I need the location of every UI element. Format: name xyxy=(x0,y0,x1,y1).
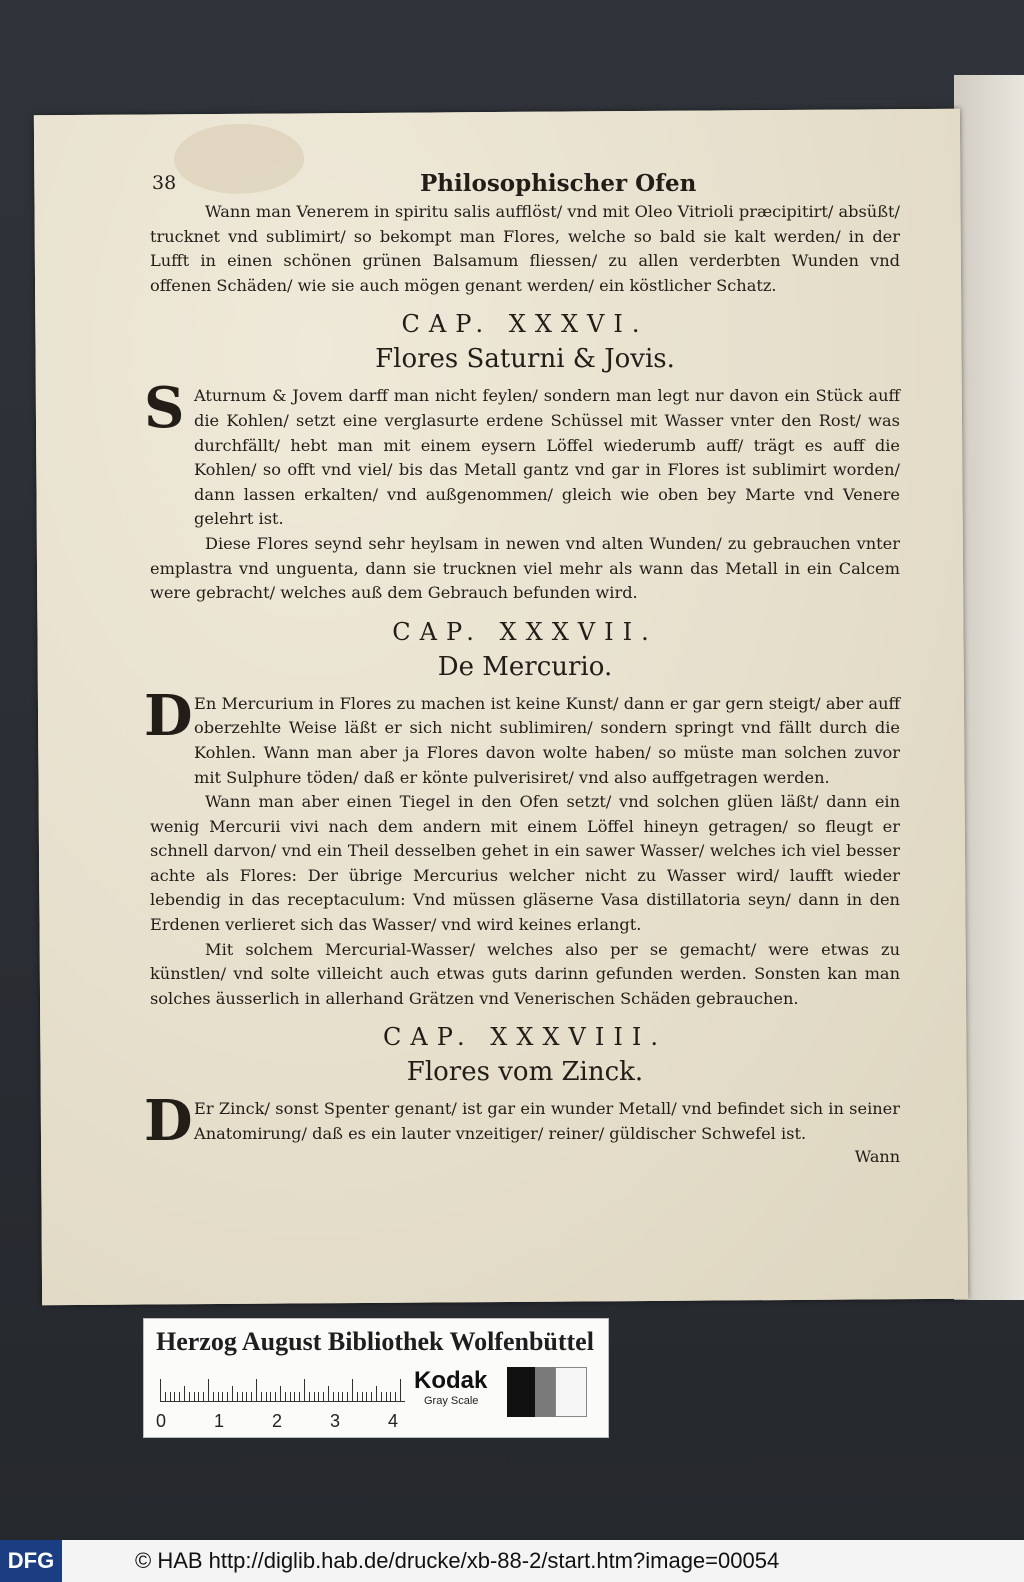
ruler-tick xyxy=(261,1392,262,1401)
chapter-title: Flores Saturni & Jovis. xyxy=(375,344,675,375)
ruler-number: 3 xyxy=(330,1411,341,1431)
ruler-tick xyxy=(232,1386,233,1401)
paragraph: Wann man aber einen Tiegel in den Ofen setzt/ vnd solchen glüen läßt/ dann ein wenig Mercurii vivi nach dem andern mit einem Löffel hineyn getragen/ so fleugt er schnell darvon/ vnd ein Theil desselben gehet in ein sawer Wasser/ welches ich viel besser achte als Flores: Der übrige Mercurius welcher nicht zu Wasser wird/ laufft wieder lebendig in das receptaculum: Vnd müssen gläserne Vasa distillatoria seyn/ dann in den Erdenen verlieret sich das Wasser/ vnd wird keines erlangt. xyxy=(150,792,900,935)
running-title: Philosophischer Ofen xyxy=(420,170,697,197)
ruler-tick xyxy=(328,1386,329,1401)
chapter-body xyxy=(144,1088,900,1155)
ruler-tick xyxy=(323,1392,324,1401)
gray-patch-black xyxy=(507,1367,535,1417)
ruler-tick xyxy=(400,1379,401,1401)
ruler-tick xyxy=(376,1386,377,1401)
ruler-tick xyxy=(237,1392,238,1401)
ruler-tick xyxy=(395,1392,396,1401)
ruler-tick xyxy=(184,1386,185,1401)
page-text xyxy=(144,170,900,1166)
running-head xyxy=(150,170,900,200)
ruler-number: 0 xyxy=(156,1411,167,1431)
kodak-logo: Kodak xyxy=(414,1367,488,1394)
dfg-logo: DFG xyxy=(0,1540,62,1582)
ruler-tick xyxy=(160,1379,161,1401)
ruler-tick xyxy=(213,1392,214,1401)
ruler-tick xyxy=(194,1392,195,1401)
footer-bar xyxy=(0,1540,1024,1582)
page-number: 38 xyxy=(152,172,177,194)
intro-paragraph: Wann man Venerem in spiritu salis aufflöst/ vnd mit Oleo Vitrioli præcipitirt/ absüßt/ trucknet vnd sublimirt/ so bekompt man Flores, welche so bald sie kalt werden/ in der Lufft in einen schönen grünen Balsamum fliessen/ zu allen verderbten Wunden vnd offenen Schäden/ wie sie auch mögen genant werden/ ein köstlicher Schatz. xyxy=(150,202,900,295)
paragraph: Mit solchem Mercurial-Wasser/ welches also per se gemacht/ were etwas zu künstlen/ vnd solte villeicht auch etwas guts darinn gefunden werden. Sonsten kan man solches äusserlich in allerhand Grätzen vnd Venerischen Schäden gebrauchen. xyxy=(150,939,900,1008)
ruler-tick xyxy=(275,1392,276,1401)
ruler-tick xyxy=(285,1392,286,1401)
ruler-tick xyxy=(366,1392,367,1401)
ruler-tick xyxy=(208,1379,209,1401)
ruler-tick xyxy=(242,1392,243,1401)
source-url[interactable]: © HAB http://diglib.hab.de/drucke/xb-88-2/start.htm?image=00054 xyxy=(135,1548,780,1573)
chapter-heading: CAP. XXXVIII. xyxy=(383,1023,667,1052)
ruler-tick xyxy=(314,1392,315,1401)
paragraph: En Mercurium in Flores zu machen ist keine Kunst/ dann er gar gern steigt/ aber auff oberzehlte Weise läßt er sich nicht sublimiren/ sondern springt vnd fällt durch die Kohlen. Wann man aber ja Flores davon wolte haben/ so müste man solchen zuvor mit Sulphure töden/ daß er könte pulverisiret/ vnd also auffgetragen werden. xyxy=(194,693,900,787)
ruler-tick xyxy=(294,1392,295,1401)
ruler-tick xyxy=(338,1392,339,1401)
ruler-tick xyxy=(266,1392,267,1401)
ruler-tick xyxy=(280,1386,281,1401)
drop-cap: D xyxy=(144,682,193,749)
chapter-heading: CAP. XXXVI. xyxy=(401,310,649,339)
ruler-tick xyxy=(347,1392,348,1401)
paragraph: Er Zinck/ sonst Spenter genant/ ist gar ein wunder Metall/ vnd befindet sich in seiner Anatomirung/ daß es ein lauter vnzeitiger/ reiner/ güldischer Schwefel ist. xyxy=(194,1099,900,1144)
ruler-tick xyxy=(357,1392,358,1401)
library-label-card xyxy=(143,1318,609,1438)
ruler-tick xyxy=(174,1392,175,1401)
ruler-tick xyxy=(179,1392,180,1401)
ruler-tick xyxy=(246,1392,247,1401)
ruler-tick xyxy=(390,1392,391,1401)
drop-cap: D xyxy=(144,1088,193,1155)
chapter-title: Flores vom Zinck. xyxy=(406,1057,644,1088)
ruler-number: 1 xyxy=(214,1411,225,1431)
paragraph: Aturnum & Jovem darff man nicht feylen/ sondern man legt nur davon ein Stück auff die Kohlen/ setzt eine verglasurte erdene Schüssel mit Wasser vnter den Rost/ was durchfällt/ hebt man mit einem eysern Löffel wiederumb auff/ trägt es auff die Kohlen/ so offt vnd viel/ bis das Metall gantz vnd gar in Flores ist sublimirt worden/ dann lassen erkalten/ vnd außgenommen/ gleich wie oben bey Marte vnd Venere gelehrt ist. xyxy=(194,386,900,529)
ruler-number: 2 xyxy=(272,1411,283,1431)
ruler-tick xyxy=(352,1379,353,1401)
catchword: Wann xyxy=(854,1146,900,1166)
ruler-tick xyxy=(386,1392,387,1401)
ruler-tick xyxy=(362,1392,363,1401)
ruler-tick xyxy=(222,1392,223,1401)
ruler-tick xyxy=(290,1392,291,1401)
gray-patch-mid xyxy=(535,1367,555,1417)
ruler-tick xyxy=(309,1392,310,1401)
chapter-body xyxy=(144,682,900,790)
ruler-tick xyxy=(270,1392,271,1401)
chapter-title: De Mercurio. xyxy=(437,651,613,682)
chapter-body xyxy=(144,375,900,532)
ruler-tick xyxy=(218,1392,219,1401)
chapter-heading: CAP. XXXVII. xyxy=(392,617,658,646)
ruler-number: 4 xyxy=(388,1411,399,1431)
ruler-tick xyxy=(203,1392,204,1401)
ruler-tick xyxy=(189,1392,190,1401)
ruler-tick xyxy=(165,1392,166,1401)
ruler-tick xyxy=(251,1392,252,1401)
drop-cap: S xyxy=(144,375,185,442)
ruler-tick xyxy=(381,1392,382,1401)
ruler-tick xyxy=(371,1392,372,1401)
ruler-tick xyxy=(318,1392,319,1401)
ruler-tick xyxy=(198,1392,199,1401)
ruler-tick xyxy=(256,1379,257,1401)
ruler-tick xyxy=(342,1392,343,1401)
gray-scale-label: Gray Scale xyxy=(424,1395,479,1407)
ruler-tick xyxy=(333,1392,334,1401)
ruler-tick xyxy=(170,1392,171,1401)
ruler-tick xyxy=(227,1392,228,1401)
scale-ruler xyxy=(160,1379,405,1402)
paragraph: Diese Flores seynd sehr heylsam in newen vnd alten Wunden/ zu gebrauchen vnter emplastra vnd unguenta, dann sie trucknen viel mehr als wann das Metall in ein Calcem were gebracht/ welches auß dem Gebrauch befunden wird. xyxy=(150,533,900,603)
ruler-tick xyxy=(299,1392,300,1401)
library-name: Herzog August Bibliothek Wolfenbüttel xyxy=(156,1327,594,1356)
ruler-tick xyxy=(304,1379,305,1401)
gray-patch-white xyxy=(555,1367,587,1417)
